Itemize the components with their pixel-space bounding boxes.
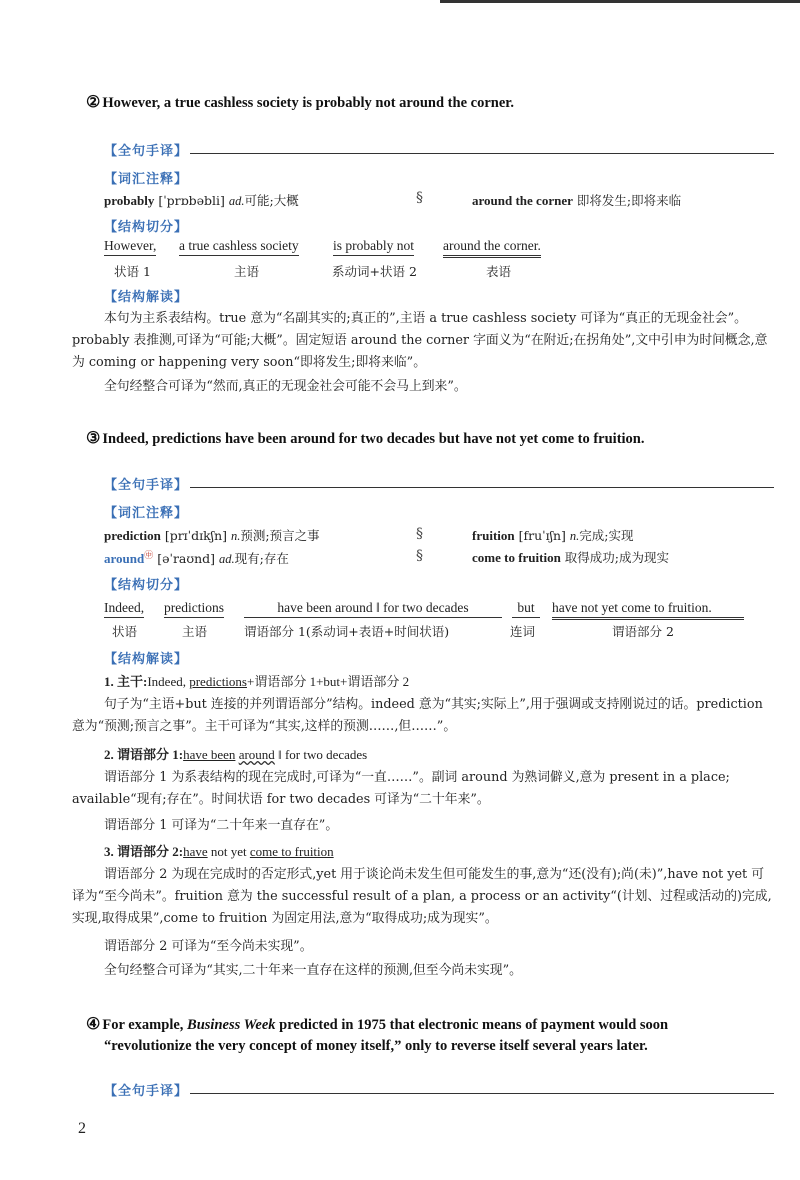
analysis-summary: 谓语部分 2 可译为“至今尚未实现”。 [104,939,313,954]
translate-blank-line [190,487,774,488]
analysis-paragraph: 本句为主系表结构。true 意为“名副其实的;真正的”,主语 a true cashless society 可译为“真正的无现金社会”。probably 表推测,可译为“可能;大概”。固定短语 around the corner 字面义为“在附近;在拐角处”,文中引申为时间概念,意为 coming or happening very soon“即将发生;即将来临”。 [72,311,768,370]
heading-label: 1. 主干: [104,674,148,689]
vocab-word: around [104,551,145,567]
sentence-text: However, a true cashless society is probably not around the corner. [102,95,514,111]
italic-title: Business Week [187,1017,276,1033]
rare-meaning-mark: ㊥ [144,551,154,561]
struct-label: 主语 [234,264,260,279]
sentence-text: Indeed, predictions have been around for two decades but have not yet come to fruition. [102,431,645,447]
page-number: 2 [78,1120,86,1137]
heading-label: 2. 谓语部分 1: [104,747,184,762]
underlined-word: predictions [189,674,247,689]
separator-icon: § [416,548,423,564]
analysis-paragraph: 句子为“主语+but 连接的并列谓语部分”结构。indeed 意为“其实;实际上”,用于强调或支持刚说过的话。prediction 意为“预测;预言之事”。主干可译为“其实,这样的预测……,但……”。 [72,697,763,734]
translate-blank-line [190,153,774,154]
analysis-summary: 全句经整合可译为“然而,真正的无现金社会可能不会马上到来”。 [104,379,467,394]
tag-analysis: 【结构解读】 [104,652,189,667]
struct-segment: predictions [164,600,224,618]
vocab-entry [104,548,289,567]
tag-translate: 【全句手译】 [104,478,189,493]
tag-translate: 【全句手译】 [104,1084,189,1099]
vocab-meaning: 完成;实现 [579,528,634,543]
vocab-pos: ad. [219,552,235,567]
tag-translate: 【全句手译】 [104,144,189,159]
vocab-meaning: 取得成功;成为现实 [564,550,670,565]
vocab-entry [104,191,299,209]
vocab-phonetic: [fruˈɪʃn] [518,528,566,543]
vocab-entry [472,191,681,209]
struct-segment: is probably not [333,238,414,256]
sentence-number: ④ [86,1016,101,1033]
analysis-paragraph: 谓语部分 2 为现在完成时的否定形式,yet 用于谈论尚未发生但可能发生的事,意为“还(没有);尚(未)”,have not yet 可译为“至今尚未”。fruition 意为 the successful result of a plan, a process or an activity“(计划、过程或活动的)完成,实现,取得成果”,come to fruition 为固定用法,意为“取得成功;成为现实”。 [72,867,772,926]
vocab-word: prediction [104,528,161,543]
vocab-pos: n. [569,529,580,543]
vocab-meaning: 现有;存在 [234,551,289,567]
underlined-word: come to fruition [249,844,334,859]
vocab-word: come to fruition [472,550,561,565]
struct-label: 表语 [486,264,512,279]
vocab-phonetic: [ˈprɒbəbli] [158,193,225,208]
heading-label: 3. 谓语部分 2: [104,844,184,859]
tag-analysis: 【结构解读】 [104,290,189,305]
sentence-3 [86,428,645,448]
underlined-word: have been [183,747,236,762]
struct-label: 主语 [182,624,208,639]
struct-label: 状语 1 [114,264,151,279]
sentence-number: ② [86,94,101,111]
vocab-phonetic: [prɪˈdɪkʃn] [164,528,227,543]
tag-vocab: 【词汇注释】 [104,506,189,521]
analysis-paragraph: 谓语部分 1 为系表结构的现在完成时,可译为“一直……”。副词 around 为熟词僻义,意为 present in a place; available“现有;存在”。时间状语 for two decades 可译为“二十年来”。 [72,770,730,807]
underlined-word: have [183,844,208,859]
separator-icon: § [416,190,423,206]
struct-segment: have not yet come to fruition. [552,600,744,620]
translate-blank-line [190,1093,774,1094]
main-clause-heading: 1. 主干:Indeed, predictions+谓语部分 1+but+谓语部分 2 [104,674,410,689]
top-rule [440,0,800,3]
sentence-4: ④ For example, Business Week predicted in 1975 that electronic means of payment would soon [86,1016,669,1033]
vocab-word: around the corner [472,193,573,208]
struct-label: 谓语部分 1(系动词+表语+时间状语) [244,624,450,639]
predicate2-heading: 3. 谓语部分 2:have not yet come to fruition [104,844,334,859]
vocab-pos: ad. [228,194,245,208]
vocab-entry [472,548,669,566]
vocab-meaning: 预测;预言之事 [240,528,320,543]
sentence-2 [86,92,514,112]
vocab-meaning: 即将发生;即将来临 [576,193,682,208]
tag-structure: 【结构切分】 [104,220,189,235]
vocab-phonetic: [əˈraʊnd] [157,551,216,567]
struct-segment: a true cashless society [179,238,299,256]
tag-structure: 【结构切分】 [104,578,189,593]
predicate1-heading: 2. 谓语部分 1:have been around ‖ for two decades [104,747,368,762]
struct-label: 谓语部分 2 [612,624,674,639]
wavy-underlined-word: around [238,747,275,762]
vocab-word: fruition [472,528,515,543]
struct-segment: have been around ‖ for two decades [244,600,502,618]
tag-vocab: 【词汇注释】 [104,172,189,187]
struct-segment: around the corner. [443,238,541,258]
sentence-number: ③ [86,430,101,447]
separator-icon: § [416,526,423,542]
analysis-summary: 全句经整合可译为“其实,二十年来一直存在这样的预测,但至今尚未实现”。 [104,963,522,978]
vocab-entry [104,526,320,544]
struct-segment: Indeed, [104,600,144,618]
vocab-pos: n. [230,529,241,543]
analysis-summary: 谓语部分 1 可译为“二十年来一直存在”。 [104,818,339,833]
sentence-4-line2: “revolutionize the very concept of money itself,” only to reverse itself several years later. [104,1038,648,1054]
vocab-entry [472,526,633,544]
struct-label: 状语 [112,624,138,639]
vocab-meaning: 可能;大概 [244,193,299,208]
vocab-word: probably [104,193,155,208]
struct-segment: but [512,600,540,618]
struct-segment: However, [104,238,156,256]
struct-label: 连词 [510,624,536,639]
struct-label: 系动词+状语 2 [332,264,417,279]
